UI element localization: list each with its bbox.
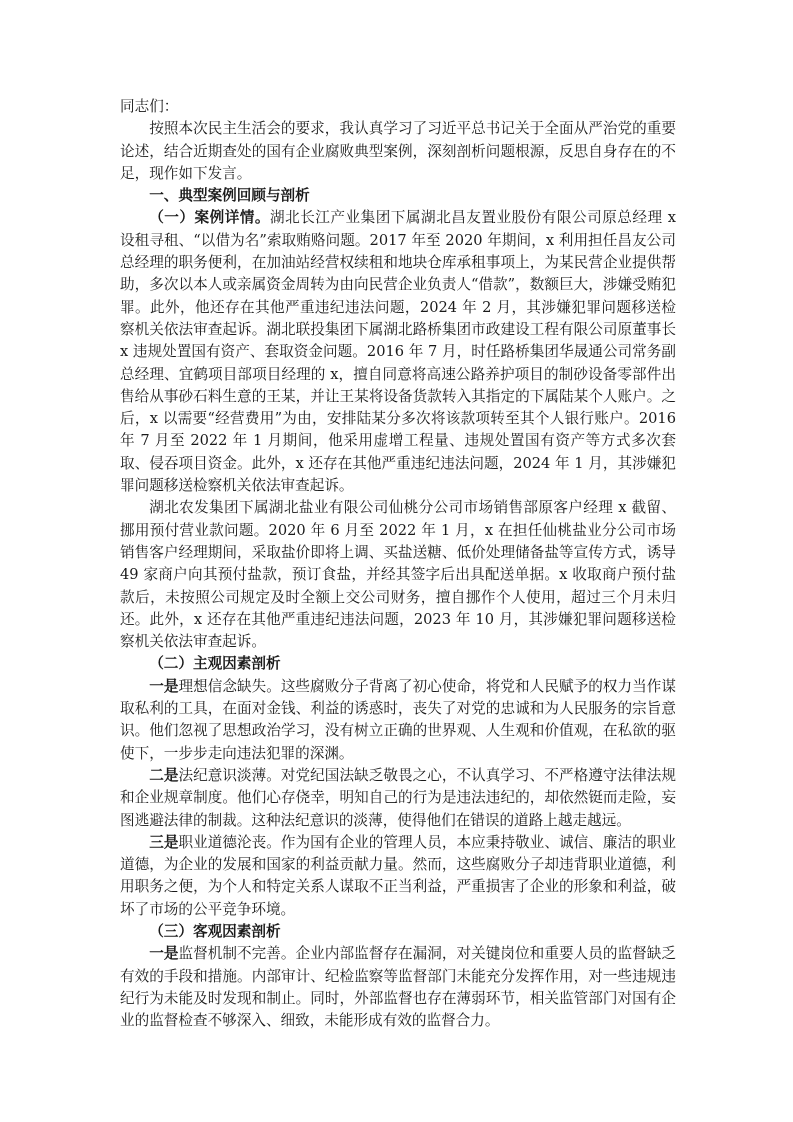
section-heading: 一、典型案例回顾与剖析 [149,187,310,205]
analysis-paragraph [120,676,676,765]
item-lead: 三是 [149,833,179,851]
case-paragraph: 湖北农发集团下属湖北盐业有限公司仙桃分公司市场销售部原客户经理 x 截留、挪用预付营业款问题。2020 年 6 月至 2022 年 1 月，x 在担任仙桃盐业分公司市场销售客户经理期间，采取盐价即将上调、买盐送糖、低价处理储备盐等宣传方式，诱导 49 家商户向其预付盐款，预订食盐，并经其签字后出具配送单据。x 收取商户预付盐款后，未按照公司规定及时全额上交公司财务，擅自挪作个人使用，超过三个月未归还。此外，x 还存在其他严重违纪违法问题，2023 年 10 月，其涉嫌犯罪问题移送检察机关依法审查起诉。 [120,499,676,651]
intro-paragraph: 按照本次民主生活会的要求，我认真学习了习近平总书记关于全面从严治党的重要论述，结合近期查处的国有企业腐败典型案例，深刻剖析问题根源，反思自身存在的不足，现作如下发言。 [120,120,676,182]
subsection-heading: （三）客观因素剖析 [149,922,281,940]
subsection-label: （一）案例详情。 [149,209,270,227]
item-lead: 一是 [149,945,179,963]
item-text: 监督机制不完善。企业内部监督存在漏洞，对关键岗位和重要人员的监督缺乏有效的手段和措施。内部审计、纪检监察等监督部门未能充分发挥作用，对一些违规违纪行为未能及时发现和制止。同时，外部监督也存在薄弱环节，相关监管部门对国有企业的监督检查不够深入、细致，未能形成有效的监督合力。 [120,945,676,1030]
salutation: 同志们： [120,98,179,115]
analysis-paragraph [120,943,676,1032]
document-body [120,96,676,1032]
item-lead: 一是 [149,677,179,695]
case-details-paragraph [120,207,676,497]
subsection-heading: （二）主观因素剖析 [149,655,281,673]
item-text: 法纪意识淡薄。对党纪国法缺乏敬畏之心，不认真学习、不严格遵守法律法规和企业规章制度。他们心存侥幸，明知自己的行为是违法违纪的，却依然铤而走险，妄图逃避法律的制裁。这种法纪意识的淡薄，使得他们在错误的道路上越走越远。 [120,766,676,829]
analysis-paragraph [120,765,676,832]
item-text: 理想信念缺失。这些腐败分子背离了初心使命，将党和人民赋予的权力当作谋取私利的工具，在面对金钱、利益的诱惑时，丧失了对党的忠诚和为人民服务的宗旨意识。他们忽视了思想政治学习，没有树立正确的世界观、人生观和价值观，在私欲的驱使下，一步步走向违法犯罪的深渊。 [120,677,676,762]
case-details-text: 湖北长江产业集团下属湖北昌友置业股份有限公司原总经理 x 设租寻租、“以借为名”索取贿赂问题。2017 年至 2020 年期间，x 利用担任昌友公司总经理的职务便利，在加油站经营权续租和地块仓库承租事项上，为某民营企业提供帮助，多次以本人或亲属资金周转为由向民营企业负责人“借款”，数额巨大，涉嫌受贿犯罪。此外，他还存在其他严重违纪违法问题，2024 年 2 月，其涉嫌犯罪问题移送检察机关依法审查起诉。湖北联投集团下属湖北路桥集团市政建设工程有限公司原董事长 x 违规处置国有资产、套取资金问题。2016 年 7 月，时任路桥集团华晟通公司常务副总经理、宜鹤项目部项目经理的 x，擅自同意将高速公路养护项目的制砂设备零部件出售给从事砂石料生意的王某，并让王某将设备货款转入其指定的下属陆某个人账户。之后，x 以需要“经营费用”为由，安排陆某分多次将该款项转至其个人银行账户。2016 年 7 月至 2022 年 1 月期间，他采用虚增工程量、违规处置国有资产等方式多次套取、侵吞项目资金。此外，x 还存在其他严重违纪违法问题，2024 年 1 月，其涉嫌犯罪问题移送检察机关依法审查起诉。 [120,209,676,495]
item-text: 职业道德沦丧。作为国有企业的管理人员，本应秉持敬业、诚信、廉洁的职业道德，为企业的发展和国家的利益贡献力量。然而，这些腐败分子却违背职业道德，利用职务之便，为个人和特定关系人谋取不正当利益，严重损害了企业的形象和利益，破坏了市场的公平竞争环境。 [120,833,676,918]
analysis-paragraph [120,832,676,921]
item-lead: 二是 [149,766,179,784]
